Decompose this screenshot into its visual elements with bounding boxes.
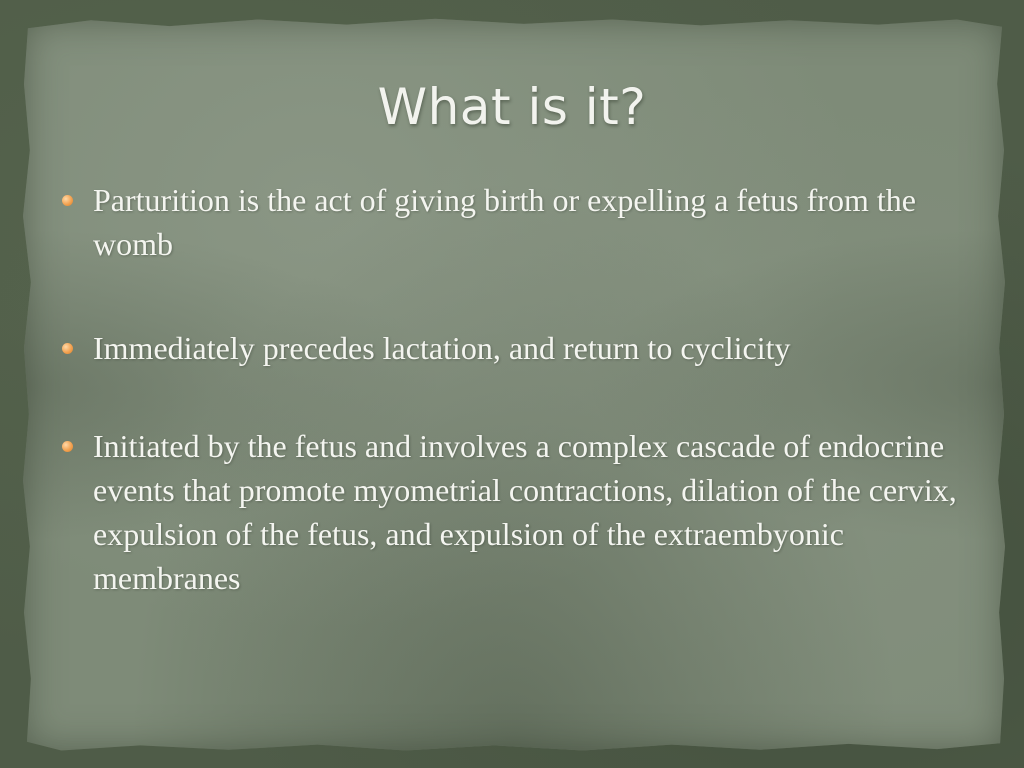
bullet-text: Parturition is the act of giving birth or expelling a fetus from the womb (93, 182, 916, 262)
bullet-dot-icon (62, 195, 73, 206)
bullet-list (62, 178, 967, 660)
bullet-text: Initiated by the fetus and involves a complex cascade of endocrine events that promote myometrial contractions, dilation of the cervix, expulsion of the fetus, and expulsion of the extraembyonic membranes (93, 428, 957, 596)
bullet-item-parturition (62, 178, 967, 266)
bullet-dot-icon (62, 441, 73, 452)
bullet-item-lactation (62, 326, 967, 370)
bullet-text: Immediately precedes lactation, and return to cyclicity (93, 330, 791, 366)
bullet-item-initiation (62, 424, 967, 600)
bullet-dot-icon (62, 343, 73, 354)
slide-title: What is it? (377, 78, 647, 136)
